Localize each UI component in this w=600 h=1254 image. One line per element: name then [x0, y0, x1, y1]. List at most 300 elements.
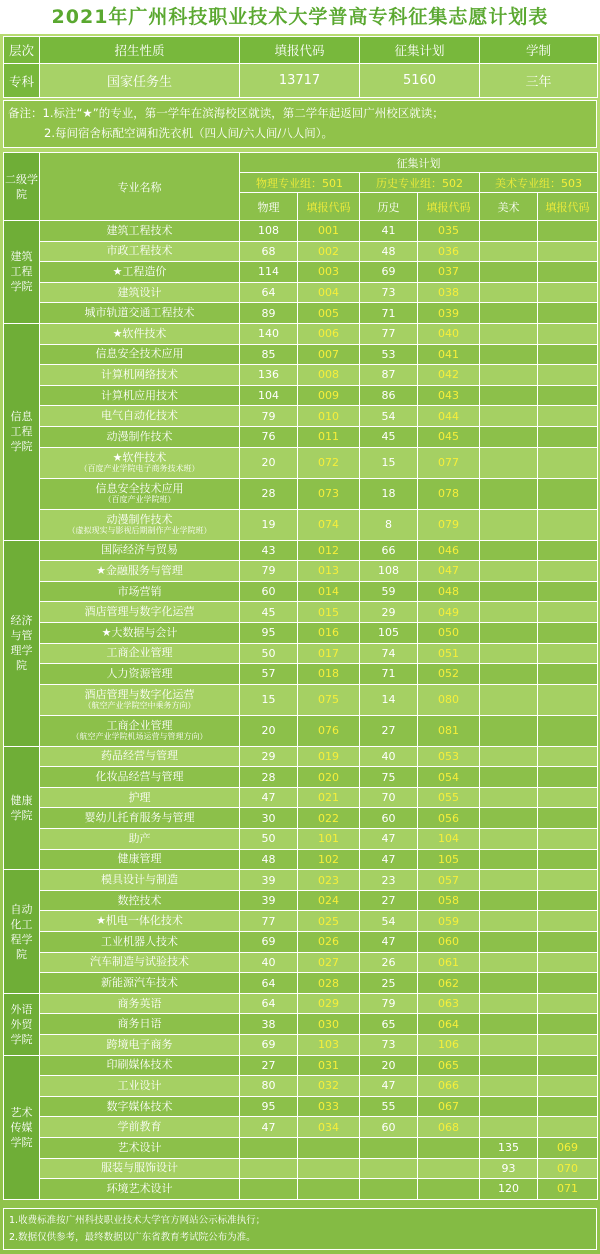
art-count	[480, 602, 538, 623]
history-count: 27	[360, 890, 418, 911]
physics-code: 073	[298, 478, 360, 509]
table-row	[4, 829, 598, 850]
history-code	[418, 1137, 480, 1158]
history-code: 064	[418, 1014, 480, 1035]
sub-physics-code: 填报代码	[298, 193, 360, 221]
footer-line-1: 1.收费标准按广州科技职业技术大学官方网站公示标准执行；	[9, 1215, 266, 1226]
art-code	[538, 643, 598, 664]
history-code: 051	[418, 643, 480, 664]
art-code	[538, 1035, 598, 1056]
physics-count: 80	[240, 1076, 298, 1097]
physics-count: 76	[240, 426, 298, 447]
physics-code: 024	[298, 890, 360, 911]
major-cell	[40, 385, 240, 406]
history-code: 077	[418, 447, 480, 478]
physics-code	[298, 1179, 360, 1200]
physics-count: 64	[240, 973, 298, 994]
physics-code: 023	[298, 870, 360, 891]
art-count	[480, 478, 538, 509]
history-code: 066	[418, 1076, 480, 1097]
major-cell	[40, 746, 240, 767]
history-code: 079	[418, 509, 480, 540]
physics-count: 69	[240, 932, 298, 953]
art-count	[480, 622, 538, 643]
note-line-1: 备注：1.标注“★”的专业，第一学年在滨海校区就读，第二学年起返回广州校区就读；	[8, 106, 444, 120]
physics-code: 032	[298, 1076, 360, 1097]
art-code	[538, 1014, 598, 1035]
major-cell	[40, 426, 240, 447]
art-code	[538, 385, 598, 406]
physics-count: 27	[240, 1055, 298, 1076]
history-count: 55	[360, 1096, 418, 1117]
history-count: 26	[360, 952, 418, 973]
table-row	[4, 262, 598, 283]
physics-code: 025	[298, 911, 360, 932]
history-code: 105	[418, 849, 480, 870]
physics-code	[298, 1158, 360, 1179]
physics-code: 016	[298, 622, 360, 643]
physics-count: 38	[240, 1014, 298, 1035]
history-count: 60	[360, 808, 418, 829]
history-code: 060	[418, 932, 480, 953]
art-code	[538, 561, 598, 582]
art-count	[480, 509, 538, 540]
major-name: 数字媒体技术	[106, 1099, 173, 1113]
major-name: 城市轨道交通工程技术	[84, 306, 195, 320]
history-count: 53	[360, 344, 418, 365]
summary-level: 专科	[4, 64, 40, 98]
history-code: 067	[418, 1096, 480, 1117]
major-cell	[40, 932, 240, 953]
physics-count: 89	[240, 303, 298, 324]
major-name: ★软件技术	[112, 326, 167, 340]
table-row	[4, 581, 598, 602]
table-row	[4, 385, 598, 406]
history-code: 043	[418, 385, 480, 406]
summary-header-duration: 学制	[480, 37, 598, 64]
art-code	[538, 746, 598, 767]
physics-code: 030	[298, 1014, 360, 1035]
physics-count: 104	[240, 385, 298, 406]
summary-header-type: 招生性质	[40, 37, 240, 64]
art-count	[480, 849, 538, 870]
history-count: 23	[360, 870, 418, 891]
major-name: ★工程造价	[112, 264, 167, 278]
art-count	[480, 323, 538, 344]
physics-code: 074	[298, 509, 360, 540]
physics-code: 017	[298, 643, 360, 664]
physics-count: 64	[240, 993, 298, 1014]
major-cell	[40, 323, 240, 344]
physics-count: 28	[240, 478, 298, 509]
footer-notes	[3, 1208, 597, 1250]
physics-code: 019	[298, 746, 360, 767]
major-name: 新能源汽车技术	[101, 976, 178, 990]
major-cell	[40, 767, 240, 788]
major-cell	[40, 406, 240, 427]
major-cell	[40, 849, 240, 870]
major-name: 婴幼儿托育服务与管理	[84, 811, 195, 825]
table-row	[4, 602, 598, 623]
history-count: 73	[360, 282, 418, 303]
physics-code: 014	[298, 581, 360, 602]
major-name: 跨境电子商务	[106, 1037, 173, 1051]
physics-count: 108	[240, 221, 298, 242]
history-count: 77	[360, 323, 418, 344]
history-code: 039	[418, 303, 480, 324]
art-code	[538, 540, 598, 561]
major-name: 商务英语	[117, 996, 162, 1010]
physics-count: 79	[240, 561, 298, 582]
table-row	[4, 323, 598, 344]
major-name: 印刷媒体技术	[106, 1058, 173, 1072]
art-count	[480, 1096, 538, 1117]
physics-code: 033	[298, 1096, 360, 1117]
physics-count: 19	[240, 509, 298, 540]
physics-count: 114	[240, 262, 298, 283]
physics-count: 85	[240, 344, 298, 365]
physics-count: 20	[240, 715, 298, 746]
physics-count: 136	[240, 365, 298, 386]
note-line-2: 2.每间宿舍标配空调和洗衣机（四人间/六人间/八人间）。	[44, 126, 333, 140]
art-count	[480, 241, 538, 262]
art-count	[480, 540, 538, 561]
history-code: 036	[418, 241, 480, 262]
art-count	[480, 561, 538, 582]
physics-count: 29	[240, 746, 298, 767]
table-row	[4, 767, 598, 788]
physics-code: 031	[298, 1055, 360, 1076]
art-count	[480, 715, 538, 746]
major-name: 计算机网络技术	[101, 367, 178, 381]
physics-count: 39	[240, 890, 298, 911]
art-code	[538, 1076, 598, 1097]
table-row	[4, 509, 598, 540]
art-count	[480, 684, 538, 715]
major-cell	[40, 715, 240, 746]
major-name: 数控技术	[117, 893, 162, 907]
art-code	[538, 1055, 598, 1076]
major-cell	[40, 1158, 240, 1179]
major-name: 建筑工程技术	[106, 223, 173, 237]
physics-count: 47	[240, 1117, 298, 1138]
major-note: （百度产业学院电子商务技术班）	[79, 463, 200, 473]
art-code	[538, 344, 598, 365]
major-name: 服装与服饰设计	[101, 1161, 178, 1175]
history-code: 055	[418, 787, 480, 808]
art-code	[538, 664, 598, 685]
art-count	[480, 447, 538, 478]
history-code: 052	[418, 664, 480, 685]
history-code: 048	[418, 581, 480, 602]
history-count: 41	[360, 221, 418, 242]
art-count	[480, 664, 538, 685]
major-cell	[40, 787, 240, 808]
major-cell	[40, 911, 240, 932]
physics-count: 95	[240, 622, 298, 643]
art-code	[538, 426, 598, 447]
art-count: 93	[480, 1158, 538, 1179]
art-code	[538, 262, 598, 283]
summary-header-code: 填报代码	[240, 37, 360, 64]
history-count: 66	[360, 540, 418, 561]
major-name: 艺术设计	[117, 1140, 162, 1154]
summary-header-level: 层次	[4, 37, 40, 64]
history-count: 48	[360, 241, 418, 262]
major-name: 助产	[128, 831, 151, 845]
table-row	[4, 715, 598, 746]
art-count	[480, 643, 538, 664]
sub-history-code: 填报代码	[418, 193, 480, 221]
table-row	[4, 447, 598, 478]
history-count: 18	[360, 478, 418, 509]
major-name: 健康管理	[117, 852, 162, 866]
history-code: 104	[418, 829, 480, 850]
art-code	[538, 602, 598, 623]
header-major: 专业名称	[40, 153, 240, 221]
major-name: 工商企业管理	[106, 718, 173, 732]
major-name: 化妆品经营与管理	[95, 770, 184, 784]
history-code: 059	[418, 911, 480, 932]
history-count: 65	[360, 1014, 418, 1035]
history-code: 061	[418, 952, 480, 973]
major-name: 工业设计	[117, 1078, 162, 1092]
art-count	[480, 932, 538, 953]
art-count	[480, 365, 538, 386]
physics-code: 026	[298, 932, 360, 953]
art-count	[480, 890, 538, 911]
sub-physics: 物理	[240, 193, 298, 221]
history-code: 054	[418, 767, 480, 788]
major-cell	[40, 540, 240, 561]
physics-code: 028	[298, 973, 360, 994]
physics-code: 011	[298, 426, 360, 447]
table-row	[4, 808, 598, 829]
history-count: 47	[360, 829, 418, 850]
footer-line-2: 2.数据仅供参考，最终数据以广东省教育考试院公布为准。	[9, 1232, 256, 1243]
physics-count: 68	[240, 241, 298, 262]
art-count	[480, 767, 538, 788]
major-name: 模具设计与制造	[101, 873, 178, 887]
history-code: 065	[418, 1055, 480, 1076]
table-row	[4, 911, 598, 932]
history-count: 59	[360, 581, 418, 602]
history-code	[418, 1179, 480, 1200]
major-cell	[40, 561, 240, 582]
major-name: 建筑设计	[117, 285, 162, 299]
summary-duration: 三年	[480, 64, 598, 98]
art-count	[480, 426, 538, 447]
physics-code: 009	[298, 385, 360, 406]
art-count	[480, 1035, 538, 1056]
physics-code: 075	[298, 684, 360, 715]
major-cell	[40, 993, 240, 1014]
physics-code	[298, 1137, 360, 1158]
major-cell	[40, 808, 240, 829]
history-count: 105	[360, 622, 418, 643]
history-code: 068	[418, 1117, 480, 1138]
history-count: 86	[360, 385, 418, 406]
art-code	[538, 684, 598, 715]
physics-code: 102	[298, 849, 360, 870]
physics-code: 015	[298, 602, 360, 623]
physics-code: 029	[298, 993, 360, 1014]
major-note: （航空产业学院机场运营与管理方向）	[71, 731, 208, 741]
art-count	[480, 870, 538, 891]
art-code	[538, 303, 598, 324]
major-name: 护理	[128, 790, 151, 804]
history-count: 40	[360, 746, 418, 767]
art-count	[480, 1076, 538, 1097]
physics-count: 39	[240, 870, 298, 891]
physics-count: 15	[240, 684, 298, 715]
table-row	[4, 1076, 598, 1097]
college-name: 自动化工程学院	[4, 870, 40, 994]
art-code: 069	[538, 1137, 598, 1158]
art-code	[538, 365, 598, 386]
art-code: 070	[538, 1158, 598, 1179]
history-code: 053	[418, 746, 480, 767]
summary-code: 13717	[240, 64, 360, 98]
art-code	[538, 808, 598, 829]
major-name: 工业机器人技术	[101, 934, 178, 948]
major-name: 汽车制造与试验技术	[90, 955, 189, 969]
physics-code: 101	[298, 829, 360, 850]
history-code: 106	[418, 1035, 480, 1056]
major-name: 商务日语	[117, 1017, 162, 1031]
physics-count: 69	[240, 1035, 298, 1056]
physics-code: 005	[298, 303, 360, 324]
history-code: 038	[418, 282, 480, 303]
history-count: 71	[360, 664, 418, 685]
art-code	[538, 767, 598, 788]
history-count: 8	[360, 509, 418, 540]
major-cell	[40, 1055, 240, 1076]
table-row	[4, 664, 598, 685]
history-count: 45	[360, 426, 418, 447]
history-count	[360, 1179, 418, 1200]
major-name: ★软件技术	[112, 450, 167, 464]
physics-count: 30	[240, 808, 298, 829]
history-count: 20	[360, 1055, 418, 1076]
physics-count: 140	[240, 323, 298, 344]
major-note: （虚拟现实与影视后期制作产业学院班）	[67, 525, 212, 535]
history-count: 74	[360, 643, 418, 664]
major-cell	[40, 684, 240, 715]
physics-count: 48	[240, 849, 298, 870]
major-name: 信息安全技术应用	[95, 481, 184, 495]
art-count	[480, 787, 538, 808]
table-row	[4, 684, 598, 715]
physics-code: 007	[298, 344, 360, 365]
history-count: 29	[360, 602, 418, 623]
history-code: 037	[418, 262, 480, 283]
college-name: 经济与管理学院	[4, 540, 40, 746]
art-count	[480, 973, 538, 994]
physics-code: 006	[298, 323, 360, 344]
major-name: 酒店管理与数字化运营	[84, 687, 195, 701]
art-code	[538, 323, 598, 344]
history-count: 60	[360, 1117, 418, 1138]
major-cell	[40, 890, 240, 911]
summary-header-plan: 征集计划	[360, 37, 480, 64]
table-row	[4, 344, 598, 365]
history-count: 27	[360, 715, 418, 746]
major-cell	[40, 973, 240, 994]
history-code: 046	[418, 540, 480, 561]
history-code: 042	[418, 365, 480, 386]
physics-count: 50	[240, 829, 298, 850]
table-row	[4, 1014, 598, 1035]
major-cell	[40, 643, 240, 664]
history-count: 79	[360, 993, 418, 1014]
sub-art: 美术	[480, 193, 538, 221]
art-code	[538, 870, 598, 891]
physics-code: 020	[298, 767, 360, 788]
table-row	[4, 1158, 598, 1179]
table-row	[4, 932, 598, 953]
major-name: 环境艺术设计	[106, 1181, 173, 1195]
physics-count: 47	[240, 787, 298, 808]
history-count: 47	[360, 1076, 418, 1097]
major-cell	[40, 282, 240, 303]
summary-table	[3, 36, 598, 98]
group-art: 美术专业组：503	[480, 173, 598, 193]
history-code: 058	[418, 890, 480, 911]
major-name: ★大数据与会计	[101, 625, 178, 639]
table-row	[4, 890, 598, 911]
table-row	[4, 1035, 598, 1056]
summary-type: 国家任务生	[40, 64, 240, 98]
art-code	[538, 282, 598, 303]
history-code: 050	[418, 622, 480, 643]
history-count	[360, 1158, 418, 1179]
major-name: 动漫制作技术	[106, 512, 173, 526]
art-code	[538, 829, 598, 850]
art-count	[480, 406, 538, 427]
header-college: 二级学院	[4, 153, 40, 221]
major-cell	[40, 1117, 240, 1138]
art-code	[538, 911, 598, 932]
table-row	[4, 406, 598, 427]
art-code: 071	[538, 1179, 598, 1200]
table-row	[4, 561, 598, 582]
major-cell	[40, 622, 240, 643]
art-code	[538, 478, 598, 509]
physics-count: 79	[240, 406, 298, 427]
sub-history: 历史	[360, 193, 418, 221]
history-count: 71	[360, 303, 418, 324]
art-code	[538, 973, 598, 994]
art-code	[538, 221, 598, 242]
physics-code: 002	[298, 241, 360, 262]
art-code	[538, 447, 598, 478]
history-count: 69	[360, 262, 418, 283]
history-code: 062	[418, 973, 480, 994]
group-physics: 物理专业组：501	[240, 173, 360, 193]
art-count	[480, 1117, 538, 1138]
table-row	[4, 241, 598, 262]
physics-code: 012	[298, 540, 360, 561]
major-cell	[40, 1137, 240, 1158]
plan-table	[3, 152, 598, 1200]
physics-code: 103	[298, 1035, 360, 1056]
major-cell	[40, 241, 240, 262]
table-row	[4, 973, 598, 994]
history-count: 75	[360, 767, 418, 788]
major-note: （航空产业学院空中乘务方向）	[83, 700, 196, 710]
history-code: 049	[418, 602, 480, 623]
